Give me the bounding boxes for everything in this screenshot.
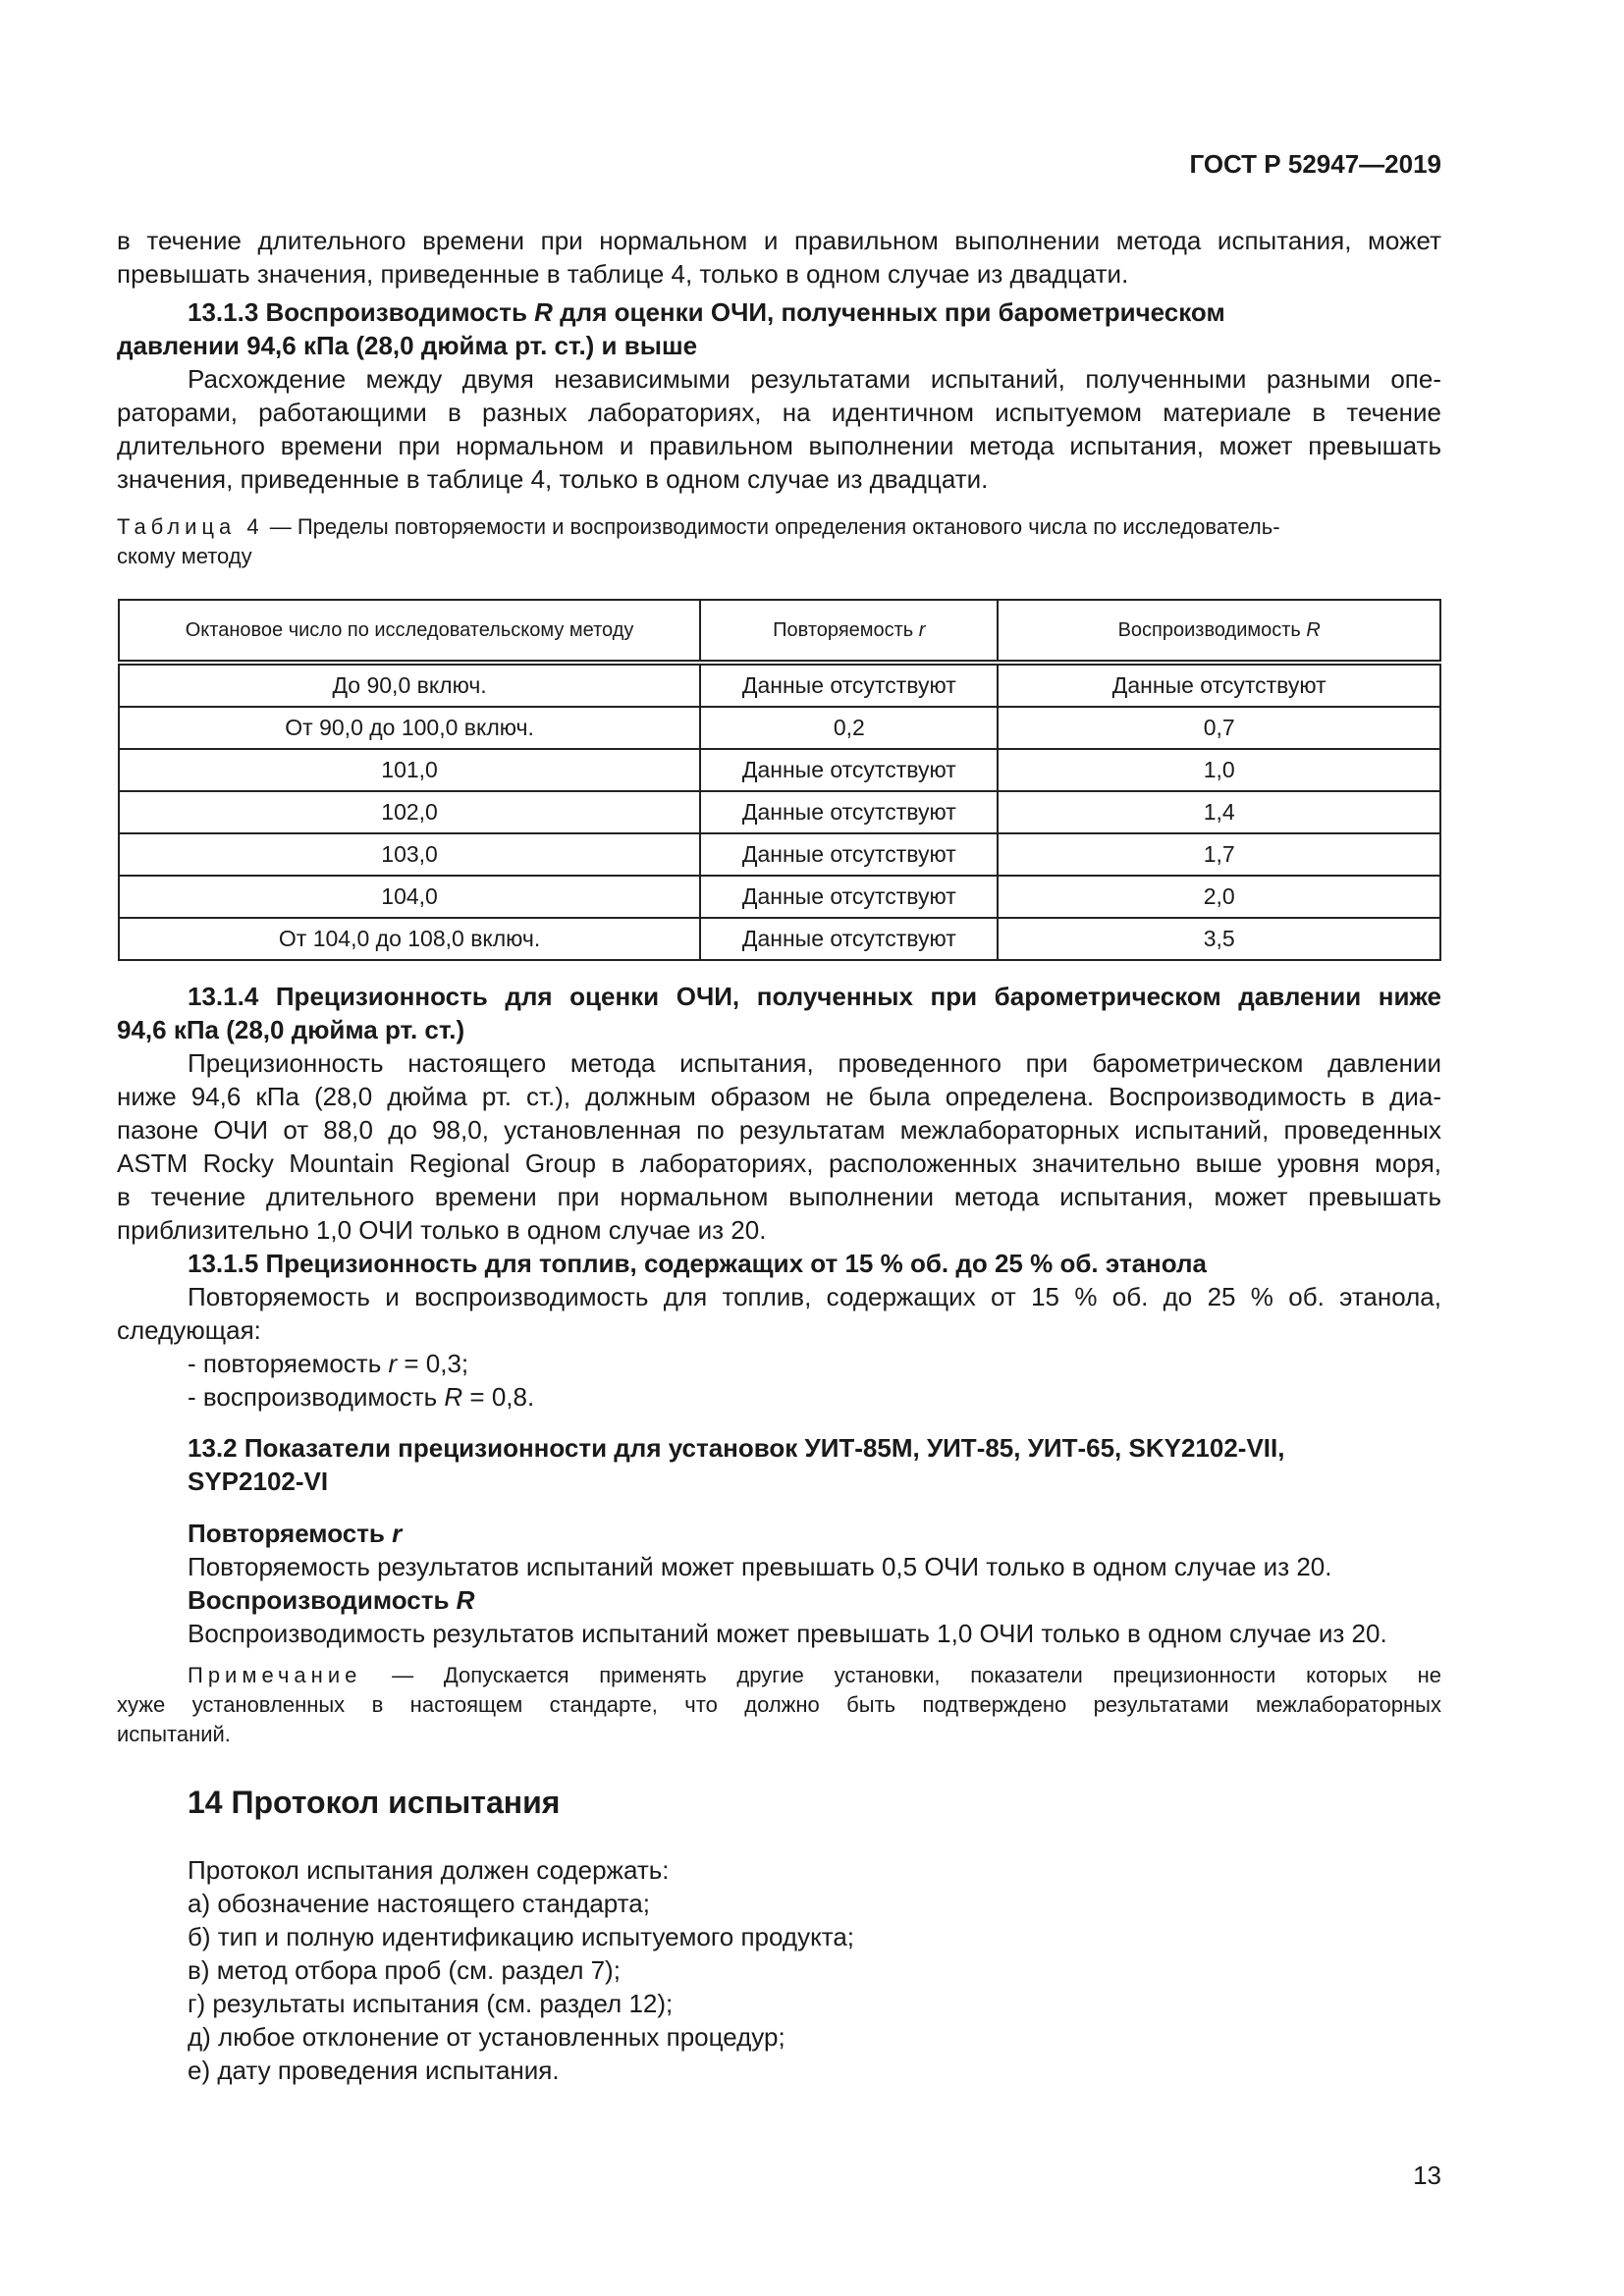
list-item <box>117 1347 1441 1380</box>
section-13-2 <box>117 1431 1441 1498</box>
section-heading-line: 94,6 кПа (28,0 дюйма рт. ст.) <box>117 1015 465 1044</box>
list-item-text: - воспроизводимость <box>188 1382 445 1412</box>
subheading-variable: R <box>456 1585 475 1615</box>
heading-text: 13.1.3 Воспроизводимость <box>188 297 535 327</box>
table-cell: От 90,0 до 100,0 включ. <box>119 707 700 749</box>
table-row <box>119 833 1440 876</box>
list-item: а) обозначение настоящего стандарта; <box>188 1889 650 1918</box>
table-cell: 1,7 <box>998 833 1440 876</box>
section-heading: 13.2 Показатели прецизионности для установок УИТ-85М, УИТ-85, УИТ-65, SKY2102-VII, <box>188 1433 1285 1463</box>
table-cell: 104,0 <box>119 876 700 918</box>
table-cell: Данные отсутствуют <box>700 833 998 876</box>
intro-paragraph <box>117 224 1441 291</box>
heading-text: для оценки ОЧИ, полученных при барометрическом <box>552 297 1225 327</box>
text-line: превышать значения, приведенные в таблице 4, только в одном случае из двадцати. <box>117 259 1129 289</box>
table-cell: Данные отсутствуют <box>998 663 1440 707</box>
list-item: в) метод отбора проб (см. раздел 7); <box>188 1955 621 1985</box>
table-row <box>119 749 1440 791</box>
table-cell: До 90,0 включ. <box>119 663 700 707</box>
text-line: пазоне ОЧИ от 88,0 до 98,0, установленная по результатам межлабораторных испытаний, проведенных <box>117 1115 1441 1145</box>
list-item-variable: R <box>444 1382 463 1412</box>
table-row <box>119 663 1440 707</box>
caption-line <box>117 512 1441 542</box>
table-row <box>119 918 1440 960</box>
list-item-text: - повторяемость <box>188 1349 389 1378</box>
section-heading: 13.1.5 Прецизионность для топлив, содержащих от 15 % об. до 25 % об. этанола <box>188 1249 1207 1278</box>
table-row <box>119 707 1440 749</box>
subheading-text: Повторяемость <box>188 1519 393 1548</box>
caption-line: скому методу <box>117 544 252 568</box>
note-line: хуже установленных в настоящем стандарте, что должно быть подтверждено результатами межлабораторных <box>117 1692 1441 1717</box>
text-line: Прецизионность настоящего метода испытания, проведенного при барометрическом давлении <box>188 1048 1441 1078</box>
table-cell: 102,0 <box>119 791 700 833</box>
section-13-1-3 <box>117 295 1441 496</box>
note <box>117 1661 1441 1749</box>
header-text: Повторяемость <box>773 618 919 641</box>
list-item: г) результаты испытания (см. раздел 12); <box>188 1989 674 2018</box>
table-cell: 0,7 <box>998 707 1440 749</box>
section-heading-line: SYP2102-VI <box>188 1467 329 1496</box>
heading-variable: R <box>534 297 553 327</box>
section-13-1-4 <box>117 980 1441 1247</box>
header-variable: R <box>1306 618 1321 641</box>
table-cell: Данные отсутствуют <box>700 876 998 918</box>
list-item <box>117 1380 1441 1414</box>
subheading-repeatability <box>117 1517 1441 1550</box>
document-id: ГОСТ Р 52947—2019 <box>1189 149 1441 179</box>
text-line: ниже 94,6 кПа (28,0 дюйма рт. ст.), должным образом не была определена. Воспроизводимость в диа- <box>117 1082 1441 1111</box>
note-line: испытаний. <box>117 1722 231 1746</box>
caption-text: — Пределы повторяемости и воспроизводимости определения октанового числа по исследователь- <box>263 514 1280 539</box>
text-line: значения, приведенные в таблице 4, только в одном случае из двадцати. <box>117 464 989 494</box>
table-cell: Данные отсутствуют <box>700 918 998 960</box>
section-14-heading: 14 Протокол испытания <box>188 1785 561 1820</box>
text-line: Воспроизводимость результатов испытаний может превышать 1,0 ОЧИ только в одном случае из 20. <box>188 1619 1387 1648</box>
section-heading <box>117 295 1441 329</box>
text-line: ASTM Rocky Mountain Regional Group в лабораториях, расположенных значительно выше уровня моря, <box>117 1148 1441 1178</box>
table-cell: Данные отсутствуют <box>700 791 998 833</box>
list-item-text: = 0,8. <box>462 1382 535 1412</box>
section-heading: 13.1.4 Прецизионность для оценки ОЧИ, полученных при барометрическом давлении ниже <box>188 982 1441 1011</box>
list-item: д) любое отклонение от установленных процедур; <box>188 2022 785 2052</box>
note-line <box>117 1661 1441 1690</box>
table-cell: 101,0 <box>119 749 700 791</box>
caption-label: Таблица 4 <box>117 514 264 539</box>
text-line: Повторяемость результатов испытаний может превышать 0,5 ОЧИ только в одном случае из 20. <box>188 1552 1332 1581</box>
list-item-variable: r <box>388 1349 398 1378</box>
table-cell: От 104,0 до 108,0 включ. <box>119 918 700 960</box>
list-item: б) тип и полную идентификацию испытуемого продукта; <box>188 1922 855 1951</box>
text-line: в течение длительного времени при нормальном выполнении метода испытания, может превышать <box>117 1182 1441 1211</box>
table-cell: 3,5 <box>998 918 1440 960</box>
column-header-octane: Октановое число по исследовательскому методу <box>119 600 700 663</box>
note-label: Примечание <box>188 1663 362 1687</box>
table-cell: Данные отсутствуют <box>700 663 998 707</box>
page-number: 13 <box>1413 2161 1441 2190</box>
table-cell: 1,0 <box>998 749 1440 791</box>
table-caption <box>117 512 1441 571</box>
table-header-row <box>119 600 1440 663</box>
text-line: раторами, работающими в разных лабораториях, на идентичном испытуемом материале в течение <box>117 398 1441 427</box>
text-line: Расхождение между двумя независимыми результатами испытаний, полученными разными опе- <box>188 364 1441 394</box>
note-text: — Допускается применять другие установки, показатели прецизионности которых не <box>361 1663 1441 1687</box>
list-item: е) дату проведения испытания. <box>188 2056 560 2085</box>
table-row <box>119 791 1440 833</box>
table-cell: 1,4 <box>998 791 1440 833</box>
text-line: приблизительно 1,0 ОЧИ только в одном случае из 20. <box>117 1215 767 1245</box>
column-header-repeatability <box>700 600 998 663</box>
header-variable: r <box>918 618 926 641</box>
text-line: длительного времени при нормальном и правильном выполнении метода испытания, может превышать <box>117 431 1441 460</box>
section-13-1-5 <box>117 1247 1441 1414</box>
table-cell: 2,0 <box>998 876 1440 918</box>
section-14-body <box>117 1853 1441 2087</box>
table-cell: Данные отсутствуют <box>700 749 998 791</box>
list-item-text: = 0,3; <box>397 1349 469 1378</box>
text-line: Протокол испытания должен содержать: <box>188 1855 670 1885</box>
subheading-reproducibility <box>117 1583 1441 1617</box>
section-heading-line: давлении 94,6 кПа (28,0 дюйма рт. ст.) и выше <box>117 331 698 360</box>
subheading-variable: r <box>392 1519 403 1548</box>
subheading-text: Воспроизводимость <box>188 1585 457 1615</box>
section-13-2-body <box>117 1517 1441 1650</box>
text-line: следующая: <box>117 1315 261 1345</box>
table-row <box>119 876 1440 918</box>
table-cell: 103,0 <box>119 833 700 876</box>
table-cell: 0,2 <box>700 707 998 749</box>
text-line: Повторяемость и воспроизводимость для топлив, содержащих от 15 % об. до 25 % об. этанола, <box>188 1282 1441 1311</box>
precision-table <box>118 599 1441 961</box>
header-text: Воспроизводимость <box>1117 618 1307 641</box>
column-header-reproducibility <box>998 600 1440 663</box>
text-line: в течение длительного времени при нормальном и правильном выполнении метода испытания, может <box>117 226 1441 255</box>
